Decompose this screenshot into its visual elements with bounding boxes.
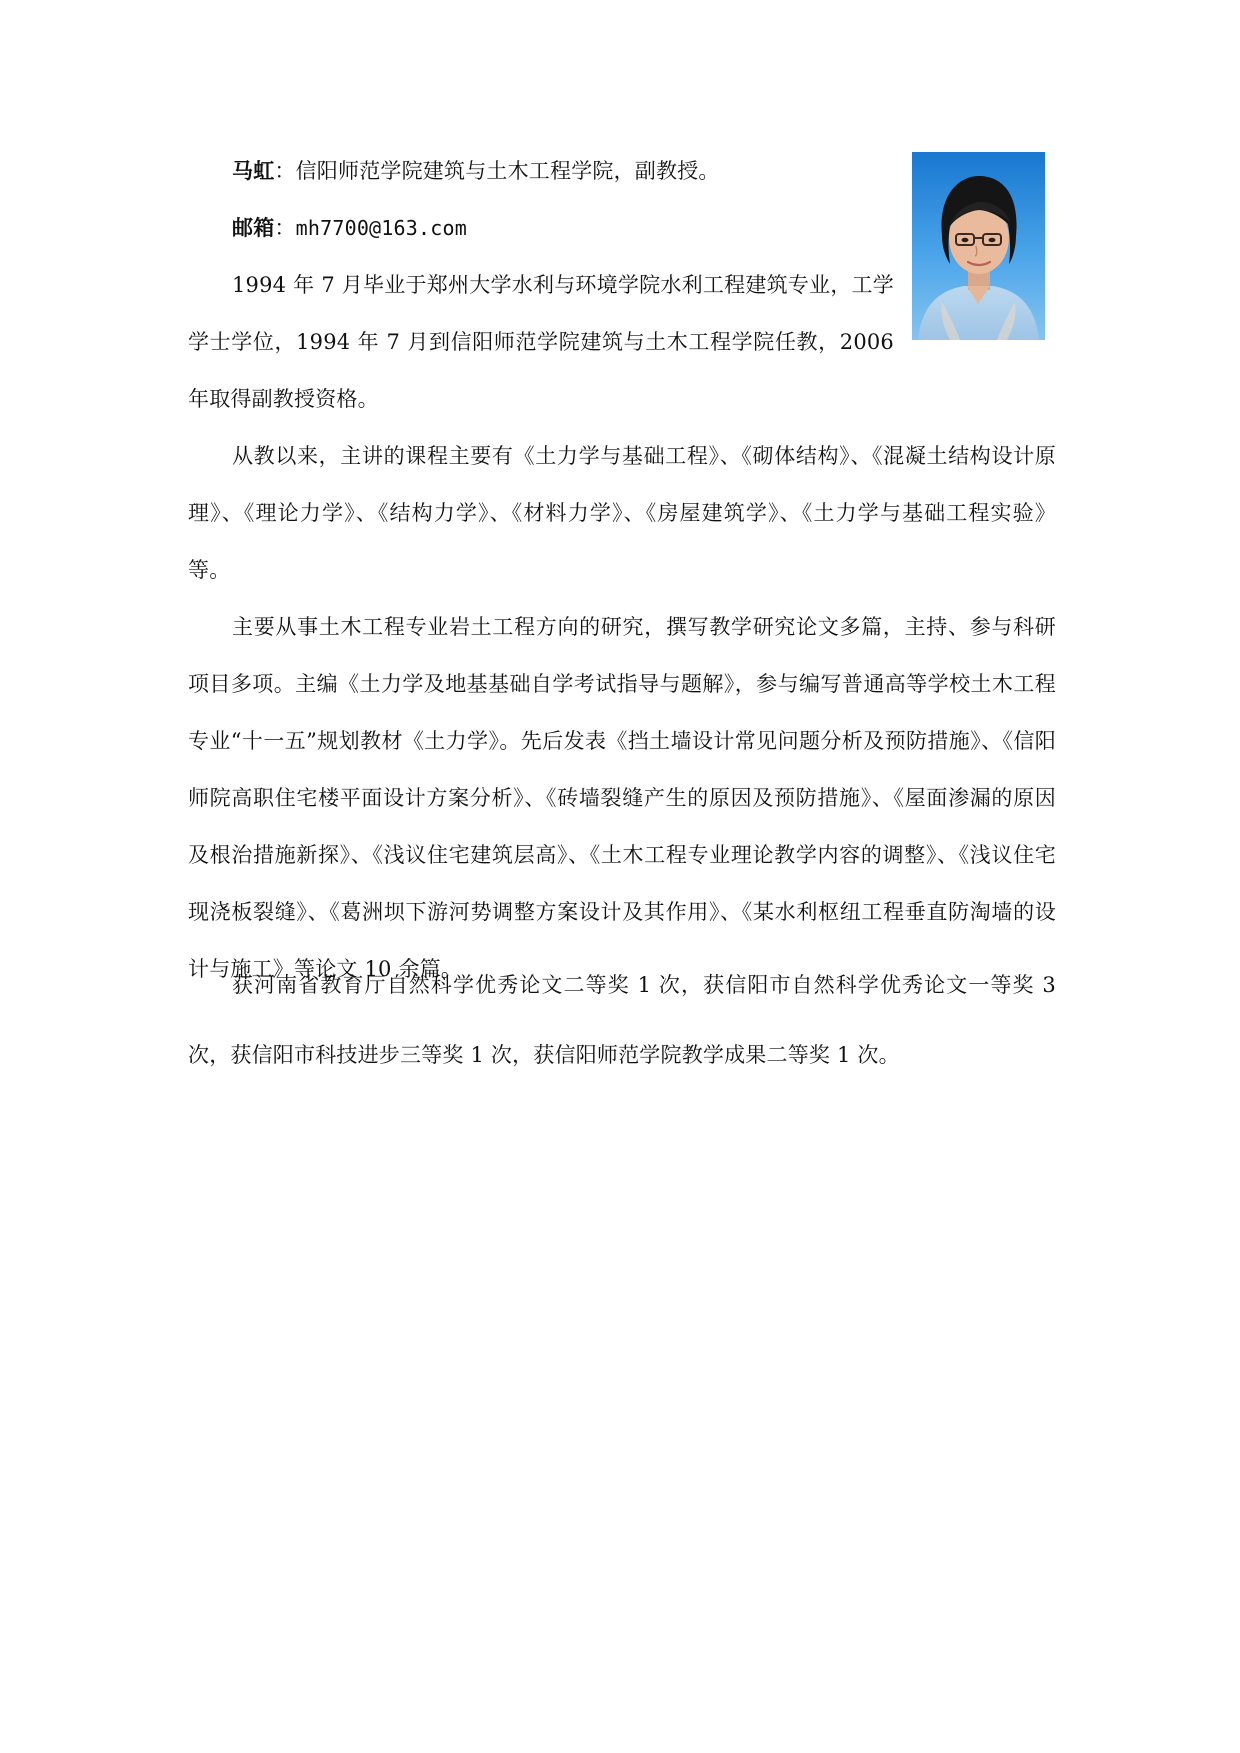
email-separator: ： <box>274 216 296 240</box>
awards-paragraph: 获河南省教育厅自然科学优秀论文二等奖 1 次，获信阳市自然科学优秀论文一等奖 3 次，获信阳市科技进步三等奖 1 次，获信阳师范学院教学成果二等奖 1 次。 <box>188 973 1056 1067</box>
email-line <box>188 200 894 257</box>
body-text <box>188 428 1056 998</box>
name-label: 马虹 <box>232 159 275 183</box>
name-line <box>188 143 894 200</box>
courses-paragraph: 从教以来，主讲的课程主要有《土力学与基础工程》、《砌体结构》、《混凝土结构设计原理》、《理论力学》、《结构力学》、《材料力学》、《房屋建筑学》、《土力学与基础工程实验》等。 <box>188 444 1056 582</box>
email-label: 邮箱 <box>232 216 275 240</box>
affiliation-text: 信阳师范学院建筑与土木工程学院，副教授。 <box>295 159 720 183</box>
profile-header <box>188 143 894 428</box>
awards-block <box>188 950 1056 1090</box>
portrait-photo-icon <box>912 152 1045 340</box>
education-paragraph: 1994 年 7 月毕业于郑州大学水利与环境学院水利工程建筑专业，工学学士学位，1994 年 7 月到信阳师范学院建筑与土木工程学院任教，2006 年取得副教授资格。 <box>188 273 894 411</box>
email-value: mh7700@163.com <box>295 216 467 240</box>
portrait-photo <box>912 152 1045 340</box>
name-separator: ： <box>274 159 296 183</box>
research-paragraph: 主要从事土木工程专业岩土工程方向的研究，撰写教学研究论文多篇，主持、参与科研项目多项。主编《土力学及地基基础自学考试指导与题解》，参与编写普通高等学校土木工程专业“十一五”规划教材《土力学》。先后发表《挡土墙设计常见问题分析及预防措施》、《信阳师院高职住宅楼平面设计方案分析》、《砖墙裂缝产生的原因及预防措施》、《屋面渗漏的原因及根治措施新探》、《浅议住宅建筑层高》、《土木工程专业理论教学内容的调整》、《浅议住宅现浇板裂缝》、《葛洲坝下游河势调整方案设计及其作用》、《某水利枢纽工程垂直防淘墙的设计与施工》等论文 10 余篇。 <box>188 615 1056 981</box>
